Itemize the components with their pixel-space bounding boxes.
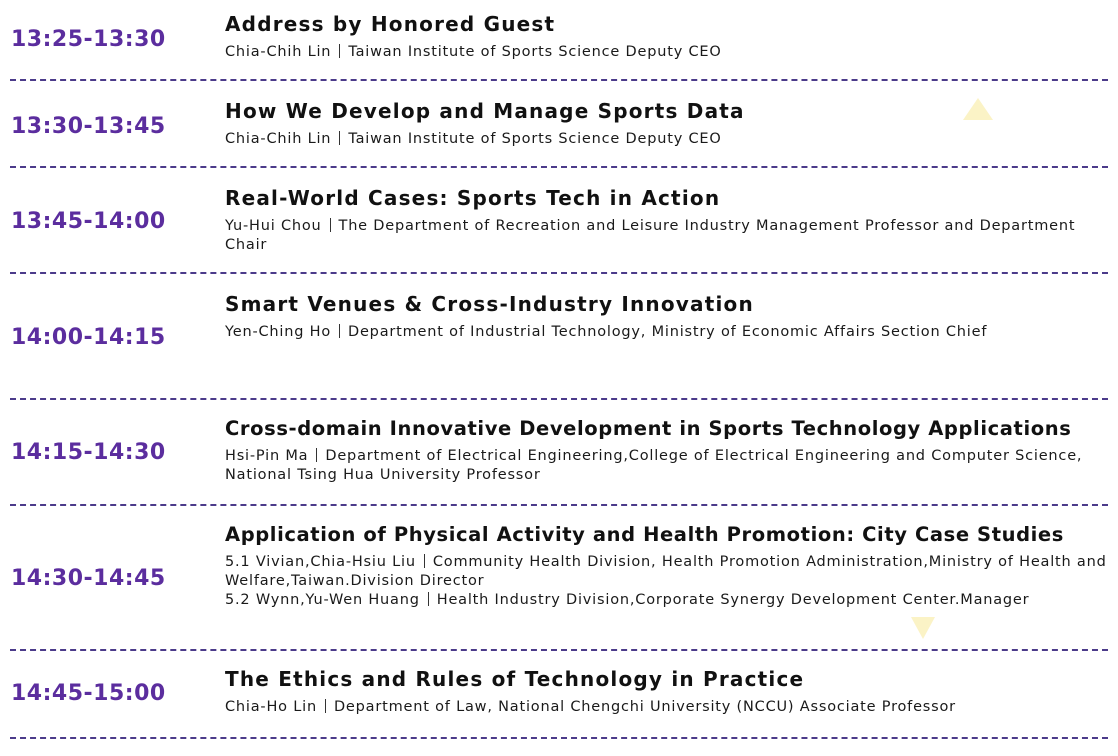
session-content bbox=[225, 418, 1110, 485]
session-title: Cross-domain Innovative Development in Sports Technology Applications bbox=[225, 417, 1072, 440]
session-time: 13:25-13:30 bbox=[11, 27, 166, 52]
speaker-list bbox=[225, 43, 1110, 62]
dashed-divider bbox=[10, 649, 1108, 651]
separator bbox=[325, 699, 326, 713]
speaker-line bbox=[225, 217, 1110, 255]
speaker-list bbox=[225, 447, 1110, 485]
speaker-line bbox=[225, 43, 1110, 62]
session-time: 14:15-14:30 bbox=[11, 440, 166, 465]
separator bbox=[330, 218, 331, 232]
speaker-line bbox=[225, 130, 1110, 149]
speaker-list bbox=[225, 130, 1110, 149]
speaker-role: Department of Industrial Technology, Ministry of Economic Affairs Section Chief bbox=[348, 324, 988, 340]
speaker-role: Department of Electrical Engineering,College of Electrical Engineering and Computer Science, National Tsing Hua University Professor bbox=[225, 448, 1083, 484]
speaker-role: Department of Law, National Chengchi University (NCCU) Associate Professor bbox=[333, 699, 956, 715]
session-title: How We Develop and Manage Sports Data bbox=[225, 99, 745, 123]
session-title: Smart Venues & Cross-Industry Innovation bbox=[225, 292, 754, 316]
speaker-role: Taiwan Institute of Sports Science Deputy CEO bbox=[348, 44, 722, 60]
dashed-divider bbox=[10, 737, 1108, 739]
separator bbox=[316, 448, 317, 462]
speaker-line bbox=[225, 591, 1110, 610]
separator bbox=[339, 131, 340, 145]
separator bbox=[339, 44, 340, 58]
speaker-list bbox=[225, 553, 1110, 610]
dashed-divider bbox=[10, 166, 1108, 168]
separator bbox=[424, 554, 425, 568]
triangle-down-icon bbox=[911, 617, 935, 639]
session-time: 13:45-14:00 bbox=[11, 209, 166, 234]
session-content bbox=[225, 187, 1110, 255]
dashed-divider bbox=[10, 398, 1108, 400]
speaker-line bbox=[225, 553, 1110, 591]
session-title: Address by Honored Guest bbox=[225, 12, 556, 36]
session-time: 13:30-13:45 bbox=[11, 114, 166, 139]
session-title: Application of Physical Activity and Health Promotion: City Case Studies bbox=[225, 523, 1064, 546]
dashed-divider bbox=[10, 504, 1108, 506]
speaker-name: 5.2 Wynn,Yu-Wen Huang bbox=[225, 592, 420, 609]
dashed-divider bbox=[10, 272, 1108, 274]
speaker-line bbox=[225, 447, 1110, 485]
speaker-role: Taiwan Institute of Sports Science Deputy CEO bbox=[348, 131, 722, 147]
session-content bbox=[225, 668, 1110, 717]
session-time: 14:30-14:45 bbox=[11, 566, 166, 591]
session-content bbox=[225, 13, 1110, 62]
speaker-name: Chia-Chih Lin bbox=[225, 44, 332, 60]
separator bbox=[428, 592, 429, 606]
speaker-list bbox=[225, 217, 1110, 255]
speaker-line bbox=[225, 698, 1110, 717]
speaker-list bbox=[225, 698, 1110, 717]
session-content bbox=[225, 524, 1110, 610]
triangle-up-icon bbox=[963, 98, 993, 120]
dashed-divider bbox=[10, 79, 1108, 81]
session-title: The Ethics and Rules of Technology in Practice bbox=[225, 667, 805, 691]
speaker-role: The Department of Recreation and Leisure Industry Management Professor and Department Chair bbox=[225, 218, 1076, 253]
session-time: 14:45-15:00 bbox=[11, 681, 166, 706]
speaker-name: Chia-Ho Lin bbox=[225, 699, 317, 715]
speaker-list bbox=[225, 323, 1110, 342]
speaker-name: Yu-Hui Chou bbox=[225, 218, 322, 234]
speaker-role: Health Industry Division,Corporate Synergy Development Center.Manager bbox=[436, 592, 1030, 609]
speaker-line bbox=[225, 323, 1110, 342]
speaker-name: Chia-Chih Lin bbox=[225, 131, 332, 147]
speaker-name: Yen-Ching Ho bbox=[225, 324, 331, 340]
session-time: 14:00-14:15 bbox=[11, 325, 166, 350]
speaker-name: 5.1 Vivian,Chia-Hsiu Liu bbox=[225, 554, 416, 571]
separator bbox=[339, 324, 340, 338]
speaker-name: Hsi-Pin Ma bbox=[225, 448, 309, 465]
session-content bbox=[225, 293, 1110, 342]
speaker-role: Community Health Division, Health Promotion Administration,Ministry of Health and Welfare,Taiwan.Division Director bbox=[225, 554, 1107, 590]
session-title: Real-World Cases: Sports Tech in Action bbox=[225, 186, 721, 210]
